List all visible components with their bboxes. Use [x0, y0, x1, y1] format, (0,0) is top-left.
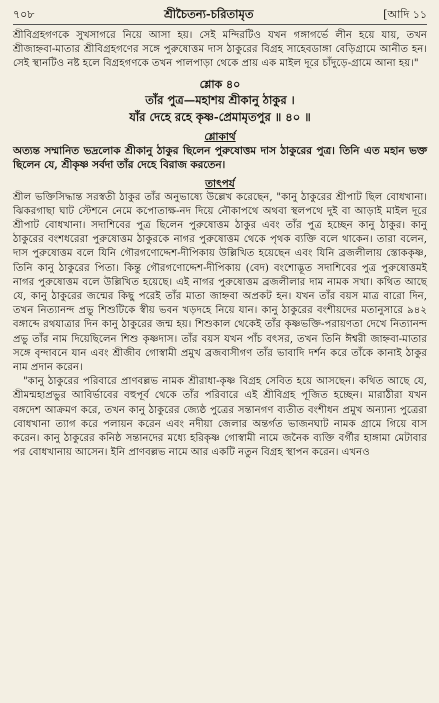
page-number: ৭০৮	[13, 8, 35, 21]
purport-heading: তাৎপর্য	[205, 177, 235, 190]
page-header	[13, 6, 427, 25]
translation-text: অত্যন্ত সম্মানিত ভদ্রলোক শ্রীকানু ঠাকুর ছিলেন পুরুষোত্তম দাস ঠাকুরের পুত্র। তিনি এত মহান ভক্ত ছিলেন যে, শ্রীকৃষ্ণ সর্বদা তাঁর দেহে বিরাজ করতেন।	[13, 144, 427, 172]
chapter-label: [আদি ১১	[383, 8, 427, 21]
translation-heading: শ্লোকার্থ	[204, 130, 236, 143]
running-title: শ্রীচৈতন্য-চরিতামৃত	[164, 7, 254, 21]
verse-line-2: যাঁর দেহে রহে কৃষ্ণ-প্রেমামৃতপুর ॥ ৪০ ॥	[129, 109, 311, 124]
purport-paragraph-1: শ্রীল ভক্তিসিদ্ধান্ত সরস্বতী ঠাকুর তাঁর অনুভাষ্যে উল্লেখ করেছেন, "কানু ঠাকুরের শ্রীপাট ছিল বোধখানা। ঝিকরগাছা ঘাট স্টেশনে নেমে কপোতাক্ষ-নদ দিয়ে নৌকাপথে অথবা স্থলপথে দুই বা আড়াই মাইল দূরে শ্রীপাট বোধখানা। সদাশিবের পুত্র ছিলেন পুরুষোত্তম ঠাকুর এবং তাঁর পুত্র হচ্ছেন কানু ঠাকুর। কানু ঠাকুরের বংশধরেরা পুরুষোত্তম ঠাকুরকে নাগর পুরুষোত্তম থেকে পৃথক ব্যক্তি বলে থাকেন। তারা বলেন, দাস পুরুষোত্তম বলে যিনি গৌরগণোদ্দেশ-দীপিকায় উল্লিখিত হয়েছেন এবং যিনি ব্রজলীলায় স্তোককৃষ্ণ, তিনি কানু ঠাকুরের পিতা। কিন্তু গৌরগণোদ্দেশ-দীপিকায় (বেদ) বংশোদ্ভূত সদাশিবের পুত্র পুরুষোত্তমই নাগর পুরুষোত্তম বলে উল্লিখিত হয়েছে। এই নাগর পুরুষোত্তম ব্রজলীলার দাম নামক সখা। কথিত আছে যে, কানু ঠাকুরের জন্মের কিছু পরেই তাঁর মাতা জাহ্নবা অপ্রকট হন। যখন তাঁর বয়স মাত্র বারো দিন, তখন নিত্যানন্দ প্রভু শিশুটিকে স্বীয় ভবন খড়দহে নিয়ে যান। কানু ঠাকুরের বংশীয়দের মতানুসারে ৯৪২ বঙ্গাব্দে রথযাত্রার দিন কানু ঠাকুরের জন্ম হয়। শিশুকাল থেকেই তাঁর কৃষ্ণভক্তি-পরায়ণতা দেখে নিত্যানন্দ প্রভু তাঁর নাম দিয়েছিলেন শিশু কৃষ্ণদাস। তাঁর বয়স যখন পাঁচ বৎসর, তখন তিনি ঈশ্বরী জাহ্নবা-মাতার সঙ্গে বৃন্দাবনে যান এবং শ্রীজীব গোস্বামী প্রমুখ ব্রজবাসীগণ তাঁর ভাবাদি দর্শন করে তাঁকে কানাই ঠাকুর নাম প্রদান করেন।	[13, 191, 427, 374]
intro-paragraph: শ্রীবিগ্রহগণকে সুখসাগরে নিয়ে আসা হয়। সেই মন্দিরটিও যখন গঙ্গাগর্ভে লীন হয়ে যায়, তখন শ্রীজাহ্নবা-মাতার শ্রীবিগ্রহগণের সঙ্গে পুরুষোত্তম দাস ঠাকুরের বিগ্রহ সাহেবডাঙ্গা বেড়িগ্রামে আনীত হন। সেই স্থানটিও নষ্ট হলে বিগ্রহগণকে তখন পালপাড়া থেকে প্রায় এক মাইল দূরে চাঁদুড়ে-গ্রামে আনা হয়।"	[13, 30, 427, 70]
verse-line-1: তাঁর পুত্র—মহাশয় শ্রীকানু ঠাকুর ।	[145, 92, 295, 107]
purport-paragraph-2: "কানু ঠাকুরের পরিবারে প্রাণবল্লভ নামক শ্রীরাধা-কৃষ্ণ বিগ্রহ সেবিত হয়ে আসছেন। কথিত আছে যে, শ্রীমন্মহাপ্রভুর আবির্ভাবের বহুপূর্ব থেকে তাঁর পরিবারে এই শ্রীবিগ্রহ পূজিত হচ্ছেন। মারাঠীরা যখন বঙ্গদেশ আক্রমণ করে, তখন কানু ঠাকুরের জ্যেষ্ঠ পুত্রের সন্তানগণ ব্যতীত বংশীধন প্রমুখ অন্যান্য পুত্রেরা বোধখানা ত্যাগ করে পলায়ন করেন এবং নদীয়া জেলার অন্তর্গত ভাজনঘাট নামক গ্রামে গিয়ে বাস করেন। কানু ঠাকুরের কনিষ্ঠ সন্তানদের মধ্যে হরিকৃষ্ণ গোস্বামী নামে জনৈক ব্যক্তি বর্গীর হাঙ্গামা মেটাবার পর বোধখানায় আসেন। ইনি প্রাণবল্লভ নামে আর একটি নতুন বিগ্রহ স্থাপন করেন। এখনও	[13, 376, 427, 459]
verse-heading: শ্লোক ৪০	[199, 77, 241, 91]
